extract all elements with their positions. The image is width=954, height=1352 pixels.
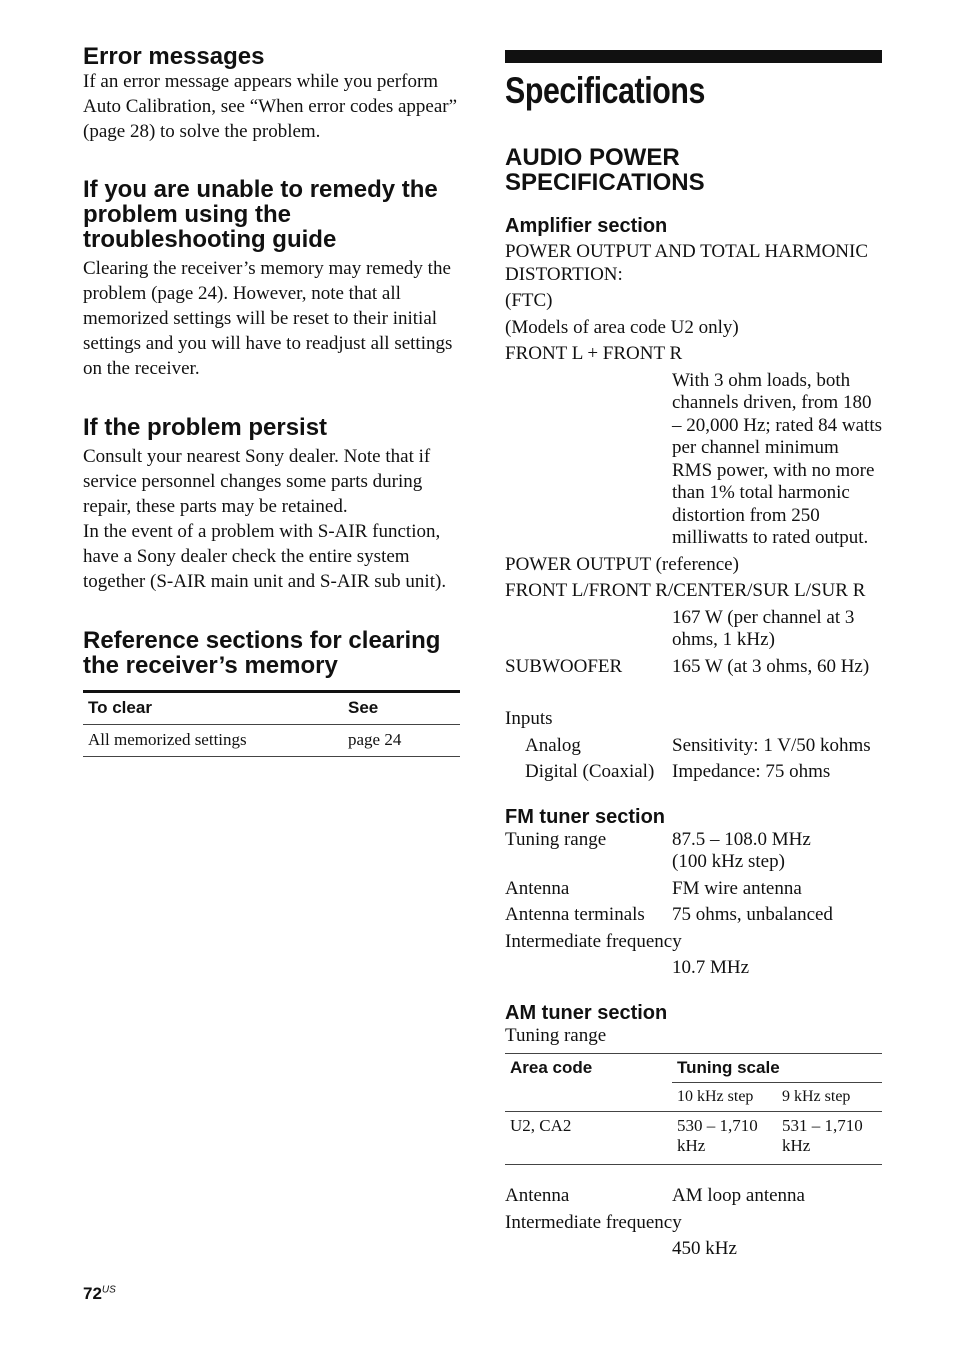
- table-header-row: [83, 692, 460, 725]
- title-bar: [505, 50, 882, 63]
- page-number-suffix: US: [101, 1284, 116, 1296]
- reference-table: [83, 690, 460, 757]
- ftc-label: (FTC): [505, 290, 553, 311]
- analog-value: Sensitivity: 1 V/50 kohms: [672, 734, 871, 756]
- spec-line: [505, 1025, 882, 1048]
- error-messages-heading: Error messages: [83, 43, 265, 70]
- right-column: [505, 50, 882, 1261]
- power-output-label: POWER OUTPUT AND TOTAL HARMONIC DISTORTION:: [505, 241, 869, 285]
- spec-line: [505, 931, 882, 954]
- problem-persist-heading: If the problem persist: [83, 414, 328, 441]
- table-header-row: [505, 1054, 882, 1083]
- fm-antenna-value: FM wire antenna: [672, 877, 802, 899]
- unable-remedy-text: Clearing the receiver’s memory may remedy the problem (page 24). However, note that all memorized settings will be reset to their initial settings and you will have to readjust all settings on the receiver.: [83, 258, 453, 379]
- amplifier-heading: Amplifier section: [505, 215, 668, 237]
- spec-line: [505, 904, 882, 927]
- spec-line: [505, 580, 882, 603]
- spec-line: [505, 656, 882, 679]
- fm-range-label: Tuning range: [505, 828, 607, 850]
- subwoofer-label: SUBWOOFER: [505, 655, 623, 677]
- digital-value: Impedance: 75 ohms: [672, 761, 831, 782]
- spec-line: [505, 554, 882, 577]
- spec-line: [505, 370, 882, 550]
- am-antenna-label: Antenna: [505, 1185, 570, 1206]
- page-number-value: 72: [83, 1284, 102, 1303]
- unable-remedy-heading: If you are unable to remedy the problem using the troubleshooting guide: [83, 176, 438, 253]
- spec-line: [505, 1185, 882, 1208]
- spec-line: [505, 957, 882, 980]
- am-tuning-table: [505, 1053, 882, 1165]
- inputs-label: Inputs: [505, 708, 553, 729]
- models-label: (Models of area code U2 only): [505, 316, 739, 338]
- spec-line: [505, 317, 882, 340]
- fm-terminals-label: Antenna terminals: [505, 904, 645, 925]
- digital-label: Digital (Coaxial): [525, 761, 655, 782]
- error-messages-text: If an error message appears while you perform Auto Calibration, see “When error codes appear” (page 28) to solve the problem.: [83, 71, 458, 142]
- spec-line: [505, 1212, 882, 1235]
- col-10khz: 10 kHz step: [672, 1083, 777, 1112]
- spec-line: [505, 290, 882, 313]
- fm-if-label: Intermediate frequency: [505, 930, 682, 952]
- fm-heading: FM tuner section: [505, 805, 666, 828]
- col-see: See: [343, 692, 460, 725]
- fm-range-value: 87.5 – 108.0 MHz (100 kHz step): [672, 828, 811, 872]
- analog-label: Analog: [525, 734, 581, 756]
- row-area: U2, CA2: [505, 1112, 672, 1165]
- page-number: [83, 1284, 116, 1304]
- row-10khz: 530 – 1,710 kHz: [672, 1112, 777, 1165]
- am-if-label: Intermediate frequency: [505, 1211, 682, 1233]
- problem-persist-text-2: In the event of a problem with S-AIR function, have a Sony dealer check the entire system together (S-AIR main unit and S-AIR sub unit).: [83, 521, 447, 592]
- spec-line: [505, 1238, 882, 1261]
- spec-line: [505, 735, 882, 758]
- table-row: [83, 725, 460, 757]
- spec-line: [505, 607, 882, 652]
- left-column: [83, 44, 460, 757]
- subwoofer-value: 165 W (at 3 ohms, 60 Hz): [672, 655, 870, 677]
- col-9khz: 9 kHz step: [777, 1083, 882, 1112]
- spec-line: [505, 829, 882, 874]
- power-reference-label: POWER OUTPUT (reference): [505, 553, 739, 575]
- fm-terminals-value: 75 ohms, unbalanced: [672, 904, 833, 925]
- front-detail: With 3 ohm loads, both channels driven, from 180 – 20,000 Hz; rated 84 watts per channel minimum RMS power, with no more than 1% total harmonic distortion from 250 milliwatts to rated output.: [672, 369, 883, 548]
- spec-line: [505, 343, 882, 366]
- spec-line: [505, 241, 882, 286]
- fm-if-value: 10.7 MHz: [672, 957, 750, 978]
- spec-line: [505, 708, 882, 731]
- spec-line: [505, 878, 882, 901]
- row-page: page 24: [343, 725, 460, 757]
- row-item: All memorized settings: [83, 725, 343, 757]
- page-title: Specifications: [505, 70, 705, 111]
- am-if-value: 450 kHz: [672, 1238, 737, 1259]
- row-9khz: 531 – 1,710 kHz: [777, 1112, 882, 1165]
- channels-value: 167 W (per channel at 3 ohms, 1 kHz): [672, 606, 855, 650]
- table-row: [505, 1112, 882, 1165]
- problem-persist-text-1: Consult your nearest Sony dealer. Note that if service personnel changes some parts during repair, these parts may be retained.: [83, 446, 431, 517]
- col-tuning-scale: Tuning scale: [672, 1054, 882, 1083]
- col-area-code: Area code: [505, 1054, 672, 1112]
- front-label: FRONT L + FRONT R: [505, 343, 683, 364]
- fm-antenna-label: Antenna: [505, 877, 570, 899]
- reference-heading: Reference sections for clearing the receiver’s memory: [83, 627, 441, 679]
- audio-power-heading: AUDIO POWER SPECIFICATIONS: [505, 144, 705, 196]
- am-heading: AM tuner section: [505, 1001, 668, 1024]
- col-to-clear: To clear: [83, 692, 343, 725]
- am-antenna-value: AM loop antenna: [672, 1185, 805, 1206]
- spec-line: [505, 761, 882, 784]
- am-range-label: Tuning range: [505, 1024, 607, 1046]
- channels-label: FRONT L/FRONT R/CENTER/SUR L/SUR R: [505, 580, 866, 601]
